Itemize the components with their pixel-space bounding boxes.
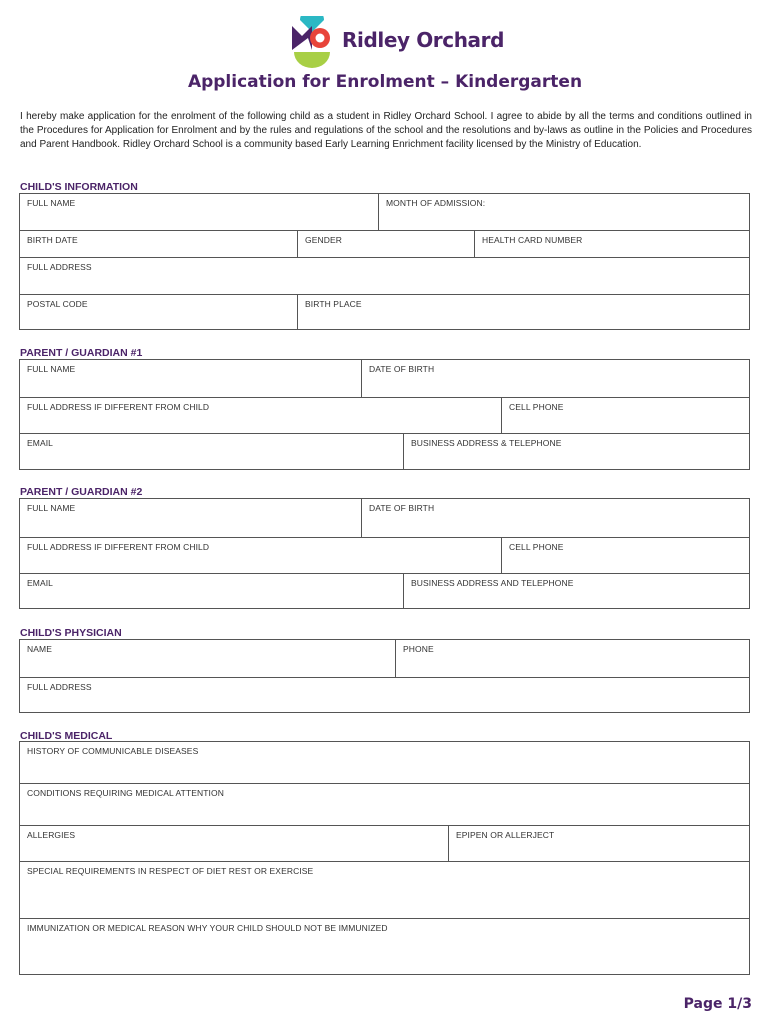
immunization-field[interactable] — [20, 919, 749, 975]
page-number: Page 1/3 — [683, 996, 752, 1012]
guardian2-row-2 — [20, 537, 749, 574]
guardian2-business-field[interactable] — [403, 574, 749, 609]
physician-table — [19, 639, 750, 713]
ridley-orchard-logo — [290, 16, 505, 70]
field-label: BUSINESS ADDRESS & TELEPHONE — [411, 438, 562, 448]
guardian1-address-field[interactable] — [20, 398, 501, 434]
child-info-row-1 — [20, 194, 749, 230]
health-card-field[interactable] — [474, 231, 749, 258]
field-label: DATE OF BIRTH — [369, 503, 435, 513]
field-label: EMAIL — [27, 578, 54, 588]
guardian1-row-3 — [20, 433, 749, 470]
field-label: MONTH OF ADMISSION: — [386, 198, 486, 208]
field-label: CELL PHONE — [509, 542, 564, 552]
brand-name: Ridley Orchard — [342, 28, 505, 52]
child-info-row-3 — [20, 257, 749, 295]
section-guardian1-heading: PARENT / GUARDIAN #1 — [20, 347, 143, 359]
child-full-name-field[interactable] — [20, 194, 378, 230]
epipen-field[interactable] — [448, 826, 749, 862]
postal-code-field[interactable] — [20, 295, 297, 330]
field-label: SPECIAL REQUIREMENTS IN RESPECT OF DIET REST OR EXERCISE — [27, 866, 314, 876]
guardian2-cell-phone-field[interactable] — [501, 538, 749, 574]
field-label: IMMUNIZATION OR MEDICAL REASON WHY YOUR CHILD SHOULD NOT BE IMMUNIZED — [27, 923, 388, 933]
child-info-table — [19, 193, 750, 330]
section-child-info-heading: CHILD'S INFORMATION — [20, 181, 138, 193]
field-label: BIRTH DATE — [27, 235, 78, 245]
field-label: POSTAL CODE — [27, 299, 88, 309]
guardian2-dob-field[interactable] — [361, 499, 749, 537]
guardian1-full-name-field[interactable] — [20, 360, 361, 397]
field-label: BIRTH PLACE — [305, 299, 362, 309]
physician-row-2 — [20, 677, 749, 713]
guardian2-email-field[interactable] — [20, 574, 403, 609]
physician-phone-field[interactable] — [395, 640, 749, 677]
guardian1-row-1 — [20, 360, 749, 397]
field-label: DATE OF BIRTH — [369, 364, 435, 374]
field-label: FULL ADDRESS — [27, 262, 92, 272]
field-label: BUSINESS ADDRESS AND TELEPHONE — [411, 578, 574, 588]
form-title: Application for Enrolment – Kindergarten — [187, 72, 583, 92]
field-label: FULL ADDRESS IF DIFFERENT FROM CHILD — [27, 402, 210, 412]
special-requirements-field[interactable] — [20, 862, 749, 919]
guardian1-row-2 — [20, 397, 749, 434]
guardian1-business-field[interactable] — [403, 434, 749, 470]
field-label: GENDER — [305, 235, 342, 245]
guardian1-table — [19, 359, 750, 470]
medical-row-5 — [20, 918, 749, 975]
month-of-admission-field[interactable] — [378, 194, 749, 230]
field-label: NAME — [27, 644, 52, 654]
section-medical-heading: CHILD'S MEDICAL — [20, 730, 113, 742]
field-label: FULL NAME — [27, 198, 76, 208]
field-label: EMAIL — [27, 438, 54, 448]
communicable-diseases-field[interactable] — [20, 742, 749, 783]
medical-row-1 — [20, 742, 749, 783]
physician-address-field[interactable] — [20, 678, 749, 713]
guardian2-table — [19, 498, 750, 609]
logo-mark-icon — [290, 16, 336, 70]
physician-row-1 — [20, 640, 749, 677]
birth-place-field[interactable] — [297, 295, 749, 330]
field-label: FULL ADDRESS IF DIFFERENT FROM CHILD — [27, 542, 210, 552]
field-label: FULL ADDRESS — [27, 682, 92, 692]
child-info-row-4 — [20, 294, 749, 330]
guardian1-cell-phone-field[interactable] — [501, 398, 749, 434]
guardian2-row-1 — [20, 499, 749, 537]
intro-paragraph: I hereby make application for the enrolment of the following child as a student in Ridley Orchard School. I agree to abide by all the terms and conditions outlined in the Procedures for Application for Enrolment and by the rules and regulations of the school and the resolutions and by-laws as outline in the Policies and Procedures and Parent Handbook. Ridley Orchard School is a community based Early Learning Enrichment facility licensed by the Ministry of Education. — [20, 111, 752, 150]
field-label: ALLERGIES — [27, 830, 76, 840]
field-label: EPIPEN OR ALLERJECT — [456, 830, 555, 840]
medical-row-2 — [20, 783, 749, 826]
guardian2-address-field[interactable] — [20, 538, 501, 574]
child-info-row-2 — [20, 230, 749, 258]
medical-row-3 — [20, 825, 749, 862]
medical-table — [19, 741, 750, 975]
field-label: HEALTH CARD NUMBER — [482, 235, 583, 245]
section-physician-heading: CHILD'S PHYSICIAN — [20, 627, 122, 639]
field-label: CELL PHONE — [509, 402, 564, 412]
section-guardian2-heading: PARENT / GUARDIAN #2 — [20, 486, 143, 498]
guardian2-full-name-field[interactable] — [20, 499, 361, 537]
field-label: HISTORY OF COMMUNICABLE DISEASES — [27, 746, 199, 756]
guardian1-dob-field[interactable] — [361, 360, 749, 397]
medical-row-4 — [20, 861, 749, 919]
guardian1-email-field[interactable] — [20, 434, 403, 470]
field-label: CONDITIONS REQUIRING MEDICAL ATTENTION — [27, 788, 224, 798]
field-label: PHONE — [403, 644, 434, 654]
gender-field[interactable] — [297, 231, 475, 258]
field-label: FULL NAME — [27, 364, 76, 374]
birth-date-field[interactable] — [20, 231, 297, 258]
medical-conditions-field[interactable] — [20, 784, 749, 826]
physician-name-field[interactable] — [20, 640, 395, 677]
allergies-field[interactable] — [20, 826, 448, 862]
guardian2-row-3 — [20, 573, 749, 609]
field-label: FULL NAME — [27, 503, 76, 513]
child-full-address-field[interactable] — [20, 258, 749, 295]
